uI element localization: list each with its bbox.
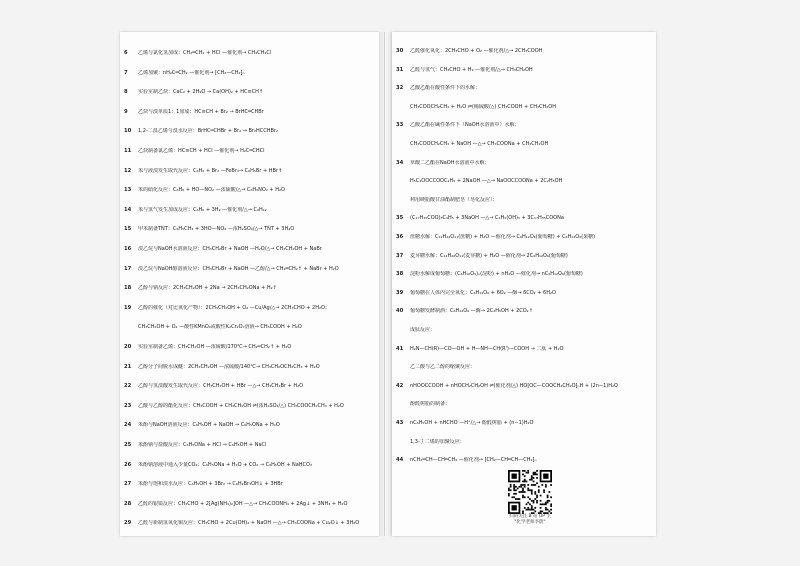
equation-number: 19 <box>124 304 132 311</box>
equation-text: 乙炔制备氯乙烯：HC≡CH + HCl —催化剂→ H₂C═CHCl <box>138 148 265 154</box>
equation-row <box>124 285 375 291</box>
equation-text: 溴乙烷与NaOH水溶液反应：CH₃CH₂Br + NaOH —H₂O/△→ CH₃CH₂OH + NaBr <box>138 246 322 252</box>
equation-text: 利用硬脂酸甘油酯制肥皂（皂化反应）： <box>410 196 498 203</box>
equation-text: 乙酸乙酯在酸性条件下的水解： <box>410 85 481 92</box>
equation-text: 麦芽糖水解：C₁₂H₂₂O₁₁(麦芽糖) + H₂O —催化剂→ 2C₆H₁₂O₆(葡萄糖) <box>410 252 568 259</box>
equation-number: 31 <box>396 66 404 73</box>
equation-text: 乙酸乙酯在碱性条件下（NaOH水溶液中）水解： <box>410 122 520 129</box>
equation-number: 41 <box>396 345 404 352</box>
equation-number: 17 <box>124 265 132 272</box>
equation-number: 28 <box>124 500 132 507</box>
equation-text: 草酸二乙酯在NaOH水溶液中水解： <box>410 159 490 166</box>
equation-row <box>396 85 652 91</box>
equation-number: 9 <box>124 108 128 115</box>
equation-row <box>396 141 652 147</box>
equation-text: 酚醛树脂的制备： <box>410 401 451 408</box>
equation-number: 34 <box>396 159 404 166</box>
equation-row <box>396 383 652 389</box>
equation-row <box>124 344 375 350</box>
equation-row <box>124 109 375 115</box>
equation-number: 30 <box>396 48 404 54</box>
equation-text: 苯酚与NaOH溶液反应：C₆H₅OH + NaOH → C₆H₅ONa + H₂O <box>138 422 280 429</box>
equation-text: 葡萄糖发酵制酒：C₆H₁₂O₆ —酶→ 2C₂H₅OH + 2CO₂↑ <box>410 308 533 315</box>
equation-row <box>396 122 652 128</box>
equation-row <box>124 481 375 487</box>
equation-row <box>124 462 375 468</box>
equation-text: (C₁₇H₃₅COO)₃C₃H₅ + 3NaOH —△→ C₃H₅(OH)₃ + 3C₁₇H₃₅COONa <box>410 215 564 222</box>
equation-text: nHOOCCOOH + nHOCH₂CH₂OH ⇌(催化剂/△) HO⁅OC—COOCH₂CH₂O⁆ₙH + (2n−1)H₂O <box>410 382 618 389</box>
equation-row <box>396 160 652 166</box>
equation-row <box>124 70 375 76</box>
equation-row <box>124 383 375 389</box>
equation-text: 苯的硝化反应：C₆H₆ + HO—NO₂ —浓硫酸/△→ C₆H₅NO₂ + H₂O <box>138 187 285 194</box>
equation-text: nCH₂═CH—CH═CH₂ —催化剂→ ⁅CH₂—CH═CH—CH₂⁆ₙ <box>410 457 537 464</box>
equation-text: 乙醛与新制氢氧化铜反应：CH₃CHO + 2Cu(OH)₂ + NaOH —△→ CH₃COONa + Cu₂O↓ + 3H₂O <box>138 520 360 527</box>
equation-row <box>396 104 652 110</box>
equation-text: 乙醇的催化（对比氧化产物）：2CH₃CH₂OH + O₂ —Cu/Ag/△→ 2CH₃CHO + 2H₂O； <box>138 304 330 311</box>
equation-number: 16 <box>124 246 132 252</box>
equation-number: 38 <box>396 271 404 278</box>
equation-text: 乙醇与钠反应：2CH₃CH₂OH + 2Na → 2CH₃CH₂ONa + H₂↑ <box>138 285 277 292</box>
equation-row <box>124 187 375 193</box>
equation-text: 苯酚钠与盐酸反应：C₆H₅ONa + HCl → C₆H₅OH + NaCl <box>138 442 267 448</box>
equation-number: 11 <box>124 148 132 154</box>
equation-text: 乙烯与氯化氢加成：CH₂═CH₂ + HCl —催化剂→ CH₃CH₂Cl <box>138 50 272 56</box>
equation-row <box>124 324 375 330</box>
equation-number: 40 <box>396 308 404 315</box>
equation-row <box>396 308 652 314</box>
equation-number: 27 <box>124 481 132 488</box>
equation-text: H₅C₂OOCCOOC₂H₅ + 2NaOH —△→ NaOOCCOONa + 2C₂H₅OH <box>410 178 563 185</box>
equation-text: 苯与液溴发生取代反应：C₆H₆ + Br₂ —FeBr₃→ C₆H₅Br + HBr↑ <box>138 167 283 174</box>
equation-number: 23 <box>124 402 132 409</box>
equation-text: 1,3-丁二烯的加聚反应： <box>410 438 465 445</box>
equation-row <box>396 178 652 184</box>
equation-row <box>124 89 375 95</box>
equation-text: 苯酚钠溶液中通入少量CO₂：C₆H₅ONa + H₂O + CO₂ → C₆H₅OH + NaHCO₃ <box>138 461 312 468</box>
equation-number: 7 <box>124 69 128 76</box>
equation-text: 葡萄糖在人体内完全氧化：C₆H₁₂O₆ + 6O₂ —酶→ 6CO₂ + 6H₂O <box>410 289 556 296</box>
equation-row <box>124 50 375 56</box>
equation-text: 实验室制乙炔：CaC₂ + 2H₂O → Ca(OH)₂ + HC≡CH↑ <box>138 89 264 96</box>
equation-row <box>396 271 652 277</box>
equation-number: 22 <box>124 383 132 390</box>
equation-text: 乙炔与溴单质1：1加成：HC≡CH + Br₂ → BrHC═CHBr <box>138 108 264 115</box>
equation-row <box>124 501 375 507</box>
equation-text: 成肽反应： <box>410 327 436 333</box>
equation-row <box>396 67 652 73</box>
qr-caption-line2: "化学老师李蔚" <box>514 520 546 525</box>
equation-text: CH₃CH₂OH + O₂ —酸性KMnO₄或酸性K₂Cr₂O₇溶液→ CH₃COOH + H₂O <box>138 324 302 331</box>
page-fold <box>379 32 392 536</box>
equation-number: 18 <box>124 285 132 292</box>
equation-number: 12 <box>124 167 132 174</box>
equation-row <box>124 148 375 154</box>
left-equation-list <box>120 32 379 536</box>
equation-row <box>124 128 375 134</box>
equation-row <box>396 401 652 407</box>
equation-number: 35 <box>396 215 404 222</box>
equation-row <box>396 457 652 463</box>
equation-number: 25 <box>124 442 132 448</box>
equation-text: 乙酸与乙醇的酯化反应：CH₃COOH + CH₃CH₂OH ⇌(浓H₂SO₄/△) CH₃COOCH₂CH₃ + H₂O <box>138 402 344 409</box>
equation-text: 实验室制备乙烯：CH₃CH₂OH —浓硫酸/170℃→ CH₂═CH₂↑ + H₂O <box>138 344 292 350</box>
equation-row <box>124 422 375 428</box>
equation-number: 10 <box>124 128 132 135</box>
equation-number: 8 <box>124 89 128 96</box>
equation-text: 蔗糖水解：C₁₂H₂₂O₁₁(蔗糖) + H₂O —催化剂→ C₆H₁₂O₆(葡萄糖) + C₆H₁₂O₆(果糖) <box>410 234 596 240</box>
right-equation-list <box>392 32 656 536</box>
equation-row <box>124 246 375 252</box>
equation-row <box>124 168 375 174</box>
equation-row <box>124 226 375 232</box>
equation-number: 43 <box>396 420 404 426</box>
equation-text: 乙二酸与乙二醇的缩聚反应： <box>410 364 476 371</box>
equation-row <box>124 266 375 272</box>
equation-number: 36 <box>396 234 404 240</box>
equation-row <box>124 305 375 311</box>
equation-row <box>124 403 375 409</box>
equation-text: 乙醛与氢气：CH₃CHO + H₂ —催化剂/△→ CH₃CH₂OH <box>410 66 533 73</box>
equation-text: 乙醇分子间脱水成醚：2CH₃CH₂OH —浓硫酸/140℃→ CH₃CH₂OCH₂CH₃ + H₂O <box>138 363 320 370</box>
equation-number: 44 <box>396 457 404 464</box>
equation-number: 13 <box>124 187 132 194</box>
equation-text: 溴乙烷与NaOH醇溶液反应：CH₃CH₂Br + NaOH —乙醇/△→ CH₂═CH₂↑ + NaBr + H₂O <box>138 265 339 272</box>
equation-text: CH₃COOCH₂CH₃ + H₂O ⇌(稀硫酸/△) CH₃COOH + CH₃CH₂OH <box>410 103 556 110</box>
equation-number: 6 <box>124 50 128 56</box>
equation-row <box>396 439 652 445</box>
equation-number: 14 <box>124 206 132 213</box>
equation-row <box>124 520 375 526</box>
equation-number: 15 <box>124 226 132 233</box>
equation-row <box>396 234 652 240</box>
equation-row <box>396 290 652 296</box>
equation-number: 24 <box>124 422 132 429</box>
equation-text: 乙醇与氢溴酸发生取代反应：CH₃CH₂OH + HBr —△→ CH₃CH₂Br + H₂O <box>138 383 304 390</box>
left-page <box>120 32 379 536</box>
equation-row <box>124 364 375 370</box>
qr-block <box>508 470 552 526</box>
equation-row <box>396 327 652 333</box>
equation-number: 20 <box>124 344 132 350</box>
equation-row <box>396 420 652 426</box>
equation-text: CH₃COOCH₂CH₃ + NaOH —△→ CH₃COONa + CH₃CH₂OH <box>410 141 549 147</box>
qr-code-icon[interactable] <box>508 470 552 514</box>
equation-text: 苯与氢气发生加成反应：C₆H₆ + 3H₂ —催化剂/△→ C₆H₁₂ <box>138 206 267 213</box>
fold-line <box>384 32 385 536</box>
equation-number: 33 <box>396 122 404 129</box>
equation-number: 39 <box>396 289 404 296</box>
equation-text: 1,2-二溴乙烯与溴水反应：BrHC═CHBr + Br₂ → Br₂HCCHBr₂ <box>138 128 278 135</box>
equation-number: 32 <box>396 85 404 92</box>
equation-number: 37 <box>396 252 404 259</box>
equation-row <box>396 197 652 203</box>
equation-row <box>396 253 652 259</box>
equation-text: 乙醛的银镜反应：CH₃CHO + 2[Ag(NH₃)₂]OH —△→ CH₃COONH₄ + 2Ag↓ + 3NH₃ + H₂O <box>138 500 348 507</box>
equation-row <box>124 207 375 213</box>
equation-text: H₂N—CH(R)—CO—OH + H—NH—CH(R')—COOH → 二肽 + H₂O <box>410 345 564 352</box>
equation-row <box>124 442 375 448</box>
equation-number: 42 <box>396 382 404 389</box>
right-page <box>392 32 656 536</box>
equation-row <box>396 364 652 370</box>
equation-text: 乙烯加聚：nH₂C═CH₂ —催化剂→ ⁅CH₂—CH₂⁆ₙ <box>138 69 245 76</box>
equation-text: 淀粉水解成葡萄糖：(C₆H₁₀O₅)ₙ(淀粉) + nH₂O —催化剂→ nC₆H₁₂O₆(葡萄糖) <box>410 271 583 278</box>
equation-text: nC₆H₅OH + nHCHO —H⁺/△→ 酚醛树脂 + (n−1)H₂O <box>410 420 534 426</box>
equation-number: 26 <box>124 461 132 468</box>
equation-text: 甲苯制备TNT：C₆H₅CH₃ + 3HO—NO₂ —浓H₂SO₄/△→ TNT + 3H₂O <box>138 226 295 233</box>
equation-number: 21 <box>124 363 132 370</box>
equation-row <box>396 346 652 352</box>
equation-number: 29 <box>124 520 132 527</box>
equation-text: 苯酚与饱和溴水反应：C₆H₅OH + 3Br₂ → C₆H₂Br₃OH↓ + 3HBr <box>138 481 283 488</box>
equation-text: 乙醛催化氧化：2CH₃CHO + O₂ —催化剂/△→ 2CH₃COOH <box>410 48 543 54</box>
equation-row <box>396 215 652 221</box>
qr-caption-line1: 扫码关注 B 站 UP 主 <box>509 514 551 519</box>
equation-row <box>396 48 652 54</box>
